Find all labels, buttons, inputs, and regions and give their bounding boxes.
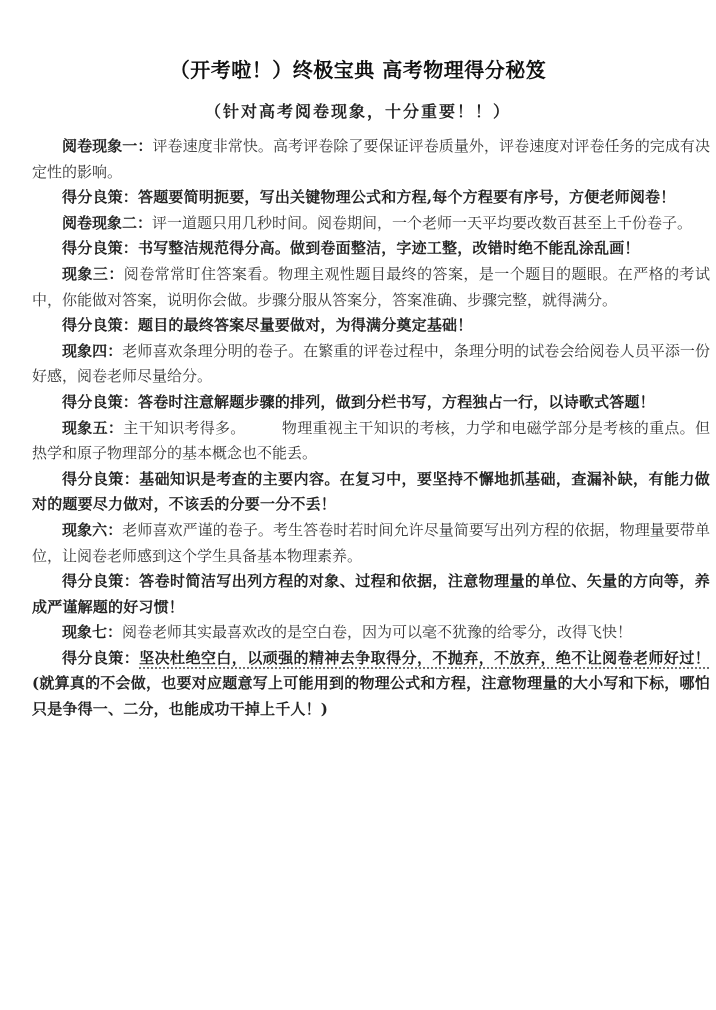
tip-text: 题目的最终答案尽量要做对，为得满分奠定基础！ — [138, 316, 473, 335]
observation-text: 评一道题只用几秒时间。阅卷期间，一个老师一天平均要改数百甚至上千份卷子。 — [152, 213, 693, 232]
tip-text: 基础知识是考查的主要内容。在复习中，要坚持不懈地抓基础，查漏补缺，有能力做对的题要尽力做对，不该丢的分要一分不丢！ — [32, 469, 710, 514]
tip-text: 答卷时简洁写出列方程的对象、过程和依据，注意物理量的单位、矢量的方向等，养成严谨解题的好习惯！ — [32, 572, 710, 616]
observation-2 — [32, 211, 710, 237]
observation-7 — [32, 620, 710, 646]
tip-label: 得分良策： — [62, 188, 139, 207]
observation-label: 现象四： — [62, 341, 123, 360]
tip-label: 得分良策： — [62, 392, 139, 411]
page-title: （开考啦！）终极宝典 高考物理得分秘笈 — [169, 58, 547, 82]
observation-text: 评卷速度非常快。高考评卷除了要保证评卷质量外，评卷速度对评卷任务的完成有决定性的影响。 — [32, 137, 710, 181]
observation-text: 老师喜欢条理分明的卷子。在繁重的评卷过程中，条理分明的试卷会给阅卷人员平添一份好感，阅卷老师尽量给分。 — [32, 341, 710, 386]
page-subtitle: （针对高考阅卷现象，十分重要！！） — [204, 102, 511, 121]
document-body — [32, 134, 710, 723]
observation-4 — [32, 339, 710, 390]
tip-text: 书写整洁规范得分高。做到卷面整洁，字迹工整，改错时绝不能乱涂乱画！ — [138, 239, 640, 258]
observation-label: 现象三： — [62, 264, 124, 283]
tip-text: 答题要简明扼要，写出关键物理公式和方程,每个方程要有序号，方便老师阅卷！ — [138, 188, 676, 207]
tip-label: 得分良策： — [62, 239, 139, 258]
tip-label: 得分良策： — [62, 572, 140, 591]
tip-label: 得分良策： — [62, 469, 140, 488]
observation-text: 阅卷常常盯住答案看。物理主观性题目最终的答案，是一个题目的题眼。在严格的考试中，你能做对答案，说明你会做。步骤分服从答案分，答案准确、步骤完整，就得满分。 — [32, 264, 710, 309]
observation-6 — [32, 518, 710, 569]
tip-3 — [32, 313, 710, 339]
observation-label: 现象七： — [62, 623, 123, 642]
tip-text: 答卷时注意解题步骤的排列，做到分栏书写，方程独占一行，以诗歌式答题！ — [138, 392, 655, 411]
observation-label: 现象六： — [62, 520, 123, 539]
tip-4 — [32, 390, 710, 416]
observation-label: 现象五： — [62, 418, 124, 437]
tip-7 — [32, 646, 710, 723]
observation-5 — [32, 416, 710, 467]
tip-text: 坚决杜绝空白，以顽强的精神去争取得分，不抛弃，不放弃，绝不让阅卷老师好过！ — [139, 648, 710, 667]
observation-label: 阅卷现象二： — [62, 213, 153, 232]
observation-text: 老师喜欢严谨的卷子。考生答卷时若时间允许尽量简要写出列方程的依据，物理量要带单位，让阅卷老师感到这个学生具备基本物理素养。 — [32, 520, 710, 565]
tip-5 — [32, 467, 710, 518]
observation-text-continued: 物理重视主干知识的考核，力学和电磁学部分是考核的重点。但热学和原子物理部分的基本概念也不能丢。 — [32, 418, 710, 463]
observation-text: 阅卷老师其实最喜欢改的是空白卷，因为可以毫不犹豫的给零分，改得飞快！ — [122, 623, 633, 642]
observation-label: 阅卷现象一： — [62, 137, 153, 155]
tip-label: 得分良策： — [62, 648, 140, 667]
tip-2 — [32, 236, 710, 262]
tip-note: (就算真的不会做，也要对应题意写上可能用到的物理公式和方程，注意物理量的大小写和下标，哪怕只是争得一、二分，也能成功干掉上千人！) — [32, 674, 710, 719]
observation-1 — [32, 134, 710, 185]
tip-6 — [32, 569, 710, 620]
observation-3 — [32, 262, 710, 313]
tip-1 — [32, 185, 710, 211]
observation-text: 主干知识考得多。 — [123, 418, 246, 437]
tip-label: 得分良策： — [62, 316, 139, 335]
